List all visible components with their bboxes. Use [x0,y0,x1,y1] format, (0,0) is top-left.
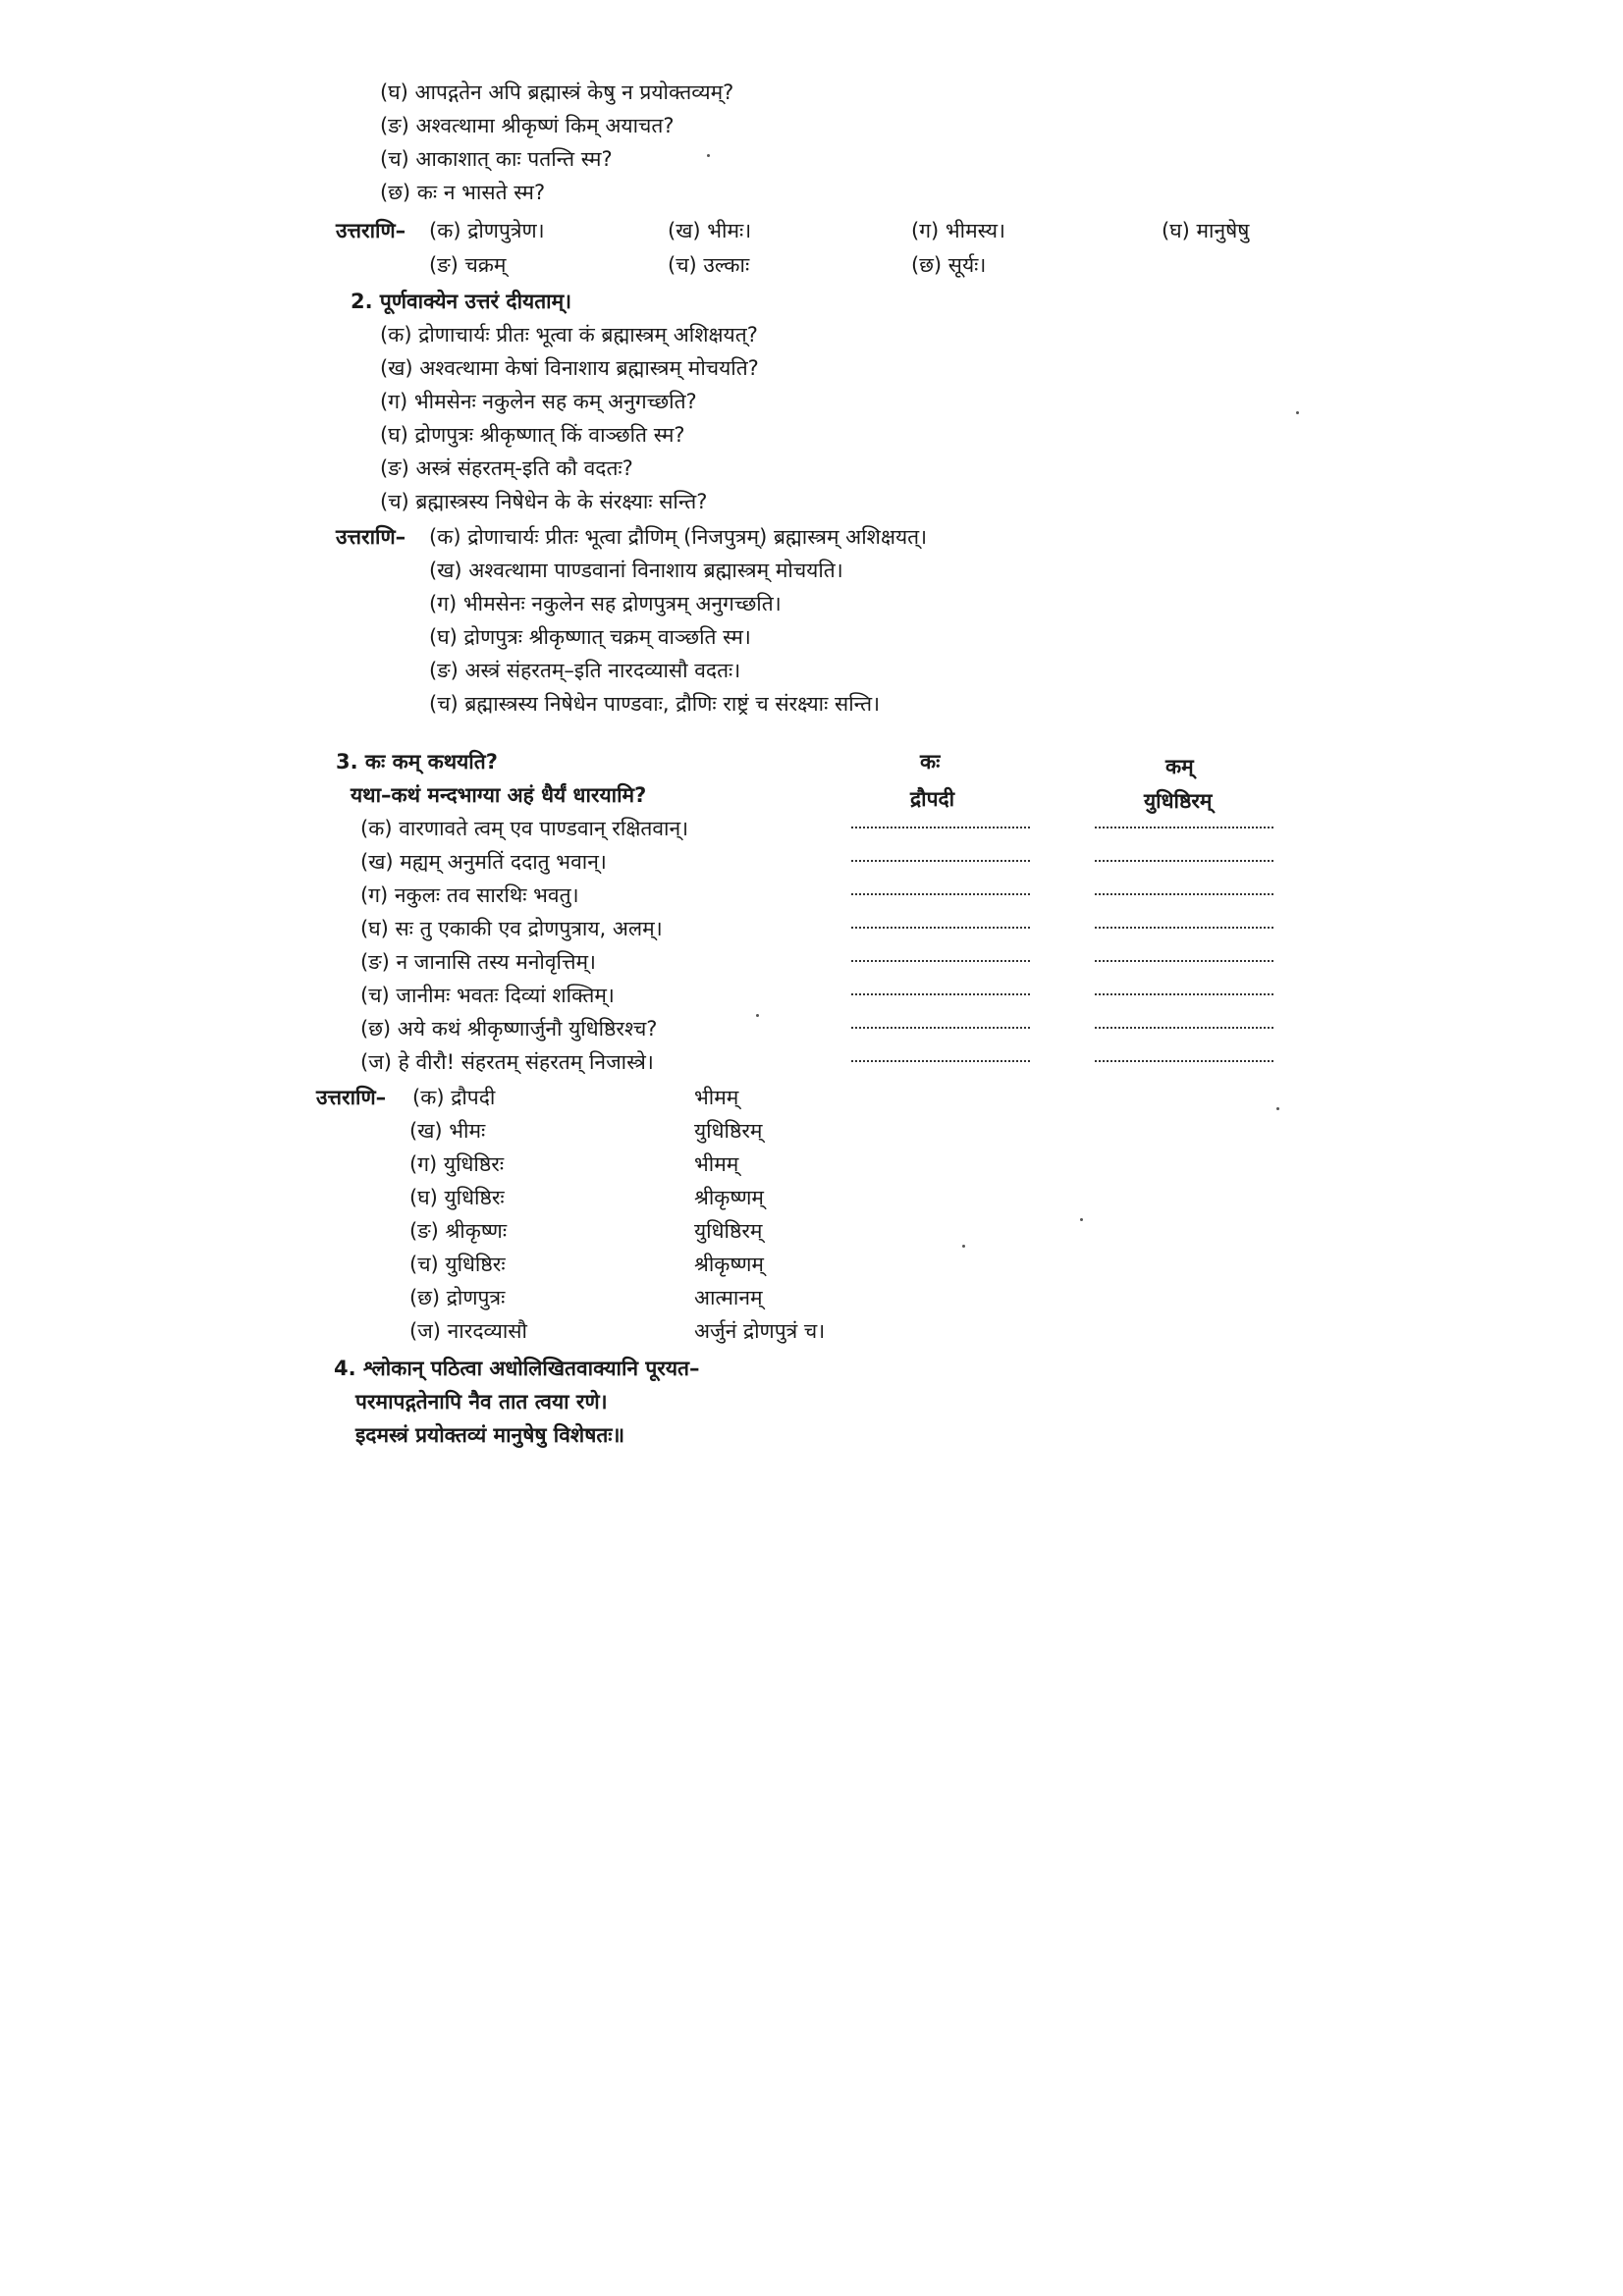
q3-item-nga: (ङ) न जानासि तस्य मनोवृत्तिम्। [360,950,596,974]
q2-question-ga: (ग) भीमसेनः नकुलेन सह कम् अनुगच्छति? [380,390,697,413]
q3-example-ka: द्रौपदी [910,787,955,811]
answer-1-ka: (क) द्रोणपुत्रेण। [429,219,545,242]
q3-column-kam: कम् [1165,755,1194,778]
answer-blank-ka[interactable] [851,960,1030,962]
answer-3-ka-speaker: (क) द्रौपदी [412,1086,496,1109]
q2-question-ka: (क) द्रोणाचार्यः प्रीतः भूत्वा कं ब्रह्मास्त्रम् अशिक्षयत्? [380,323,758,347]
q3-item-gha: (घ) सः तु एकाकी एव द्रोणपुत्राय, अलम्। [360,917,663,940]
answer-2-gha: (घ) द्रोणपुत्रः श्रीकृष्णात् चक्रम् वाञ्छति स्म। [429,625,751,649]
q2-question-nga: (ङ) अस्त्रं संहरतम्-इति कौ वदतः? [380,456,633,480]
answer-1-cha: (च) उल्काः [668,253,750,277]
q2-heading: 2. पूर्णवाक्येन उत्तरं दीयताम्। [351,290,572,313]
q3-heading: 3. कः कम् कथयति? [336,750,498,774]
answer-1-kha: (ख) भीमः। [668,219,752,242]
q1-question-gha: (घ) आपद्गतेन अपि ब्रह्मास्त्रं केषु न प्रयोक्तव्यम्? [380,80,734,104]
answer-3-ka-listener: भीमम् [694,1086,739,1109]
answer-1-chha: (छ) सूर्यः। [911,253,987,277]
q3-item-cha: (च) जानीमः भवतः दिव्यां शक्तिम्। [360,984,615,1007]
answer-1-ga: (ग) भीमस्य। [911,219,1005,242]
answer-1-nga: (ङ) चक्रम् [429,253,507,277]
scan-speck [707,154,710,157]
q3-example: यथा–कथं मन्दभाग्या अहं धैर्यं धारयामि? [351,783,647,807]
answer-3-gha-listener: श्रीकृष्णम् [694,1186,764,1209]
answers-1-label: उत्तराणि– [336,219,406,242]
q2-question-kha: (ख) अश्वत्थामा केषां विनाशाय ब्रह्मास्त्रम् मोचयति? [380,356,759,380]
q4-verse-line-1: परमापद्गतेनापि नैव तात त्वया रणे। [355,1390,608,1414]
q4-heading: 4. श्लोकान् पठित्वा अधोलिखितवाक्यानि पूरयत– [334,1357,700,1380]
answer-3-ja-listener: अर्जुनं द्रोणपुत्रं च। [694,1319,826,1343]
q1-question-chha: (छ) कः न भासते स्म? [380,181,546,204]
answer-blank-kam[interactable] [1095,1027,1273,1029]
answer-blank-ka[interactable] [851,1027,1030,1029]
answer-blank-kam[interactable] [1095,927,1273,929]
q3-item-kha: (ख) मह्यम् अनुमतिं ददातु भवान्। [360,850,607,874]
answer-3-chha-speaker: (छ) द्रोणपुत्रः [409,1286,506,1309]
q1-question-cha: (च) आकाशात् काः पतन्ति स्म? [380,147,613,171]
q3-item-chha: (छ) अये कथं श्रीकृष्णार्जुनौ युधिष्ठिरश्च? [360,1017,658,1041]
answer-3-cha-speaker: (च) युधिष्ठिरः [409,1253,506,1276]
q3-item-ja: (ज) हे वीरौ! संहरतम् संहरतम् निजास्त्रे। [360,1050,654,1074]
scan-speck [962,1245,965,1248]
answer-3-nga-listener: युधिष्ठिरम् [694,1219,763,1243]
answer-blank-kam[interactable] [1095,860,1273,862]
scan-speck [1080,1218,1083,1221]
answer-3-ga-listener: भीमम् [694,1152,739,1176]
answer-2-cha: (च) ब्रह्मास्त्रस्य निषेधेन पाण्डवाः, द्रौणिः राष्ट्रं च संरक्ष्याः सन्ति। [429,692,881,716]
answer-blank-ka[interactable] [851,827,1030,828]
answer-3-kha-speaker: (ख) भीमः [409,1119,486,1143]
answer-blank-ka[interactable] [851,893,1030,895]
answer-3-ga-speaker: (ग) युधिष्ठिरः [409,1152,505,1176]
scan-speck [1276,1107,1279,1110]
answer-3-chha-listener: आत्मानम् [694,1286,763,1309]
answer-3-ja-speaker: (ज) नारदव्यासौ [409,1319,527,1343]
answer-blank-kam[interactable] [1095,827,1273,828]
answer-blank-ka[interactable] [851,1060,1030,1062]
q3-column-ka: कः [920,750,941,774]
q3-item-ga: (ग) नकुलः तव सारथिः भवतु। [360,883,579,907]
q2-question-cha: (च) ब्रह्मास्त्रस्य निषेधेन के के संरक्ष्याः सन्ति? [380,490,708,513]
answer-2-ga: (ग) भीमसेनः नकुलेन सह द्रोणपुत्रम् अनुगच्छति। [429,592,782,615]
answer-2-kha: (ख) अश्वत्थामा पाण्डवानां विनाशाय ब्रह्मास्त्रम् मोचयति। [429,559,843,582]
answer-blank-kam[interactable] [1095,893,1273,895]
scan-speck [1296,411,1299,414]
q3-item-ka: (क) वारणावते त्वम् एव पाण्डवान् रक्षितवान्। [360,817,689,840]
answer-3-kha-listener: युधिष्ठिरम् [694,1119,763,1143]
q1-question-nga: (ङ) अश्वत्थामा श्रीकृष्णं किम् अयाचत? [380,114,675,137]
q3-example-kam: युधिष्ठिरम् [1144,789,1213,813]
answers-2-label: उत्तराणि– [336,525,406,549]
answer-3-gha-speaker: (घ) युधिष्ठिरः [409,1186,505,1209]
answer-blank-kam[interactable] [1095,1060,1273,1062]
scan-speck [756,1014,759,1017]
answer-3-cha-listener: श्रीकृष्णम् [694,1253,764,1276]
answer-2-ka: (क) द्रोणाचार्यः प्रीतः भूत्वा द्रौणिम् (निजपुत्रम्) ब्रह्मास्त्रम् अशिक्षयत्। [429,525,928,549]
answer-3-nga-speaker: (ङ) श्रीकृष्णः [409,1219,508,1243]
q2-question-gha: (घ) द्रोणपुत्रः श्रीकृष्णात् किं वाञ्छति स्म? [380,423,685,447]
answer-2-nga: (ङ) अस्त्रं संहरतम्–इति नारदव्यासौ वदतः। [429,659,741,682]
answer-blank-kam[interactable] [1095,993,1273,995]
q4-verse-line-2: इदमस्त्रं प्रयोक्तव्यं मानुषेषु विशेषतः॥ [355,1423,625,1447]
answer-blank-ka[interactable] [851,860,1030,862]
answer-blank-kam[interactable] [1095,960,1273,962]
answer-blank-ka[interactable] [851,993,1030,995]
answer-1-gha: (घ) मानुषेषु [1162,219,1250,242]
answer-blank-ka[interactable] [851,927,1030,929]
answers-3-label: उत्तराणि– [316,1086,387,1109]
